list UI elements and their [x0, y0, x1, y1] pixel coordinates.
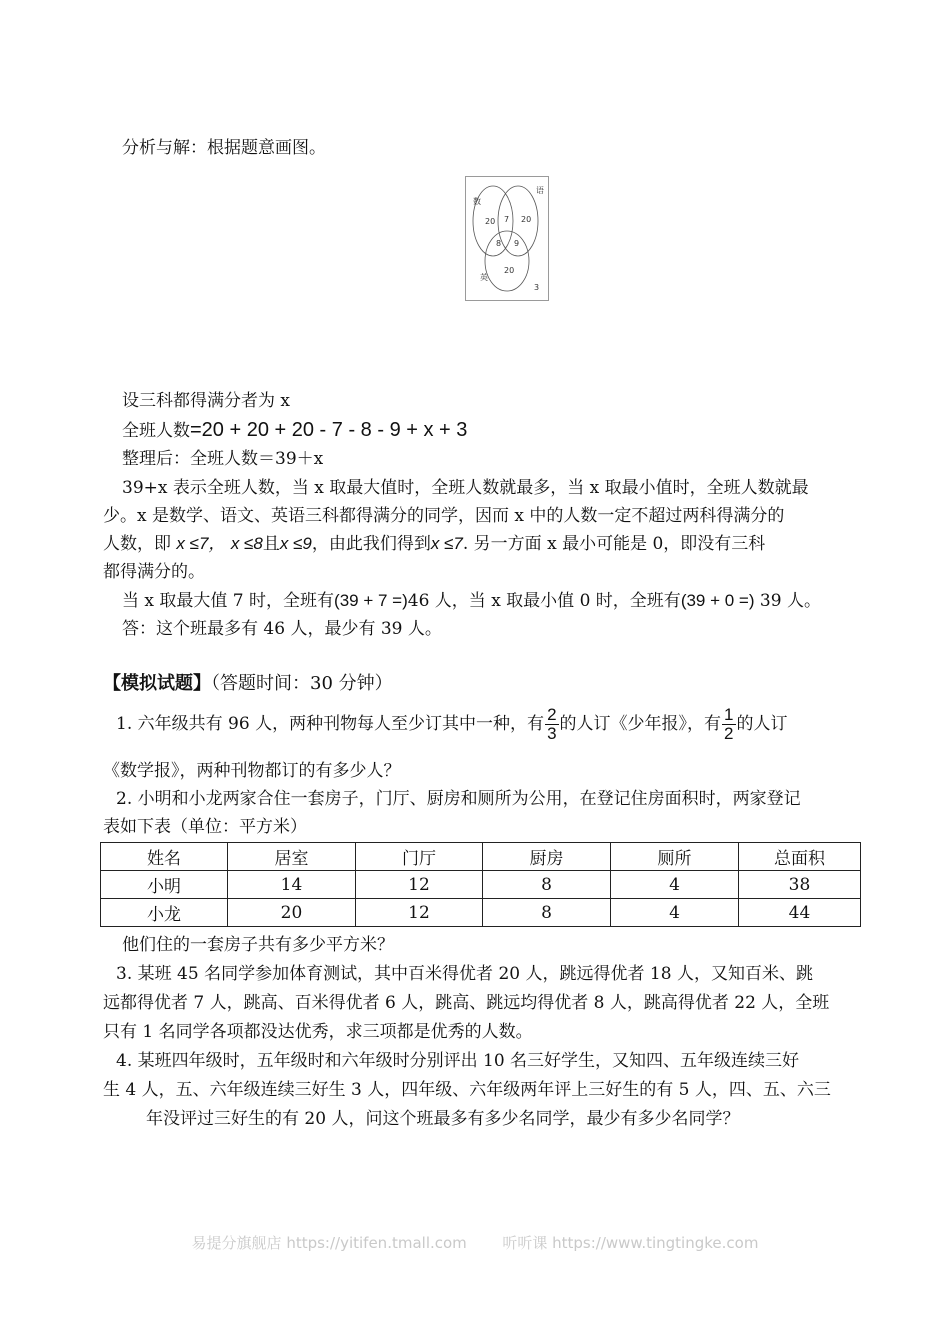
max-text: 当 x 取最大值 7 时，全班有	[122, 591, 335, 611]
question-3-line-1: 3. 某班 45 名同学参加体育测试，其中百米得优者 20 人，跳远得优者 18 人，又知百米、跳	[116, 964, 813, 984]
table-cell: 8	[483, 899, 611, 927]
para-3	[103, 532, 765, 556]
venn-only-math: 20	[485, 217, 496, 226]
question-4-line-2: 生 4 人，五、六年级连续三好生 3 人，四年级、六年级两年评上三好生的有 5 人，四、五、六三	[103, 1080, 831, 1100]
analysis-intro: 分析与解：根据题意画图。	[122, 138, 326, 158]
let-x: 设三科都得满分者为 x	[122, 391, 290, 411]
english-circle	[485, 231, 529, 291]
table-cell: 38	[739, 871, 861, 899]
q1-text-b: 的人订《少年报》，有	[559, 714, 722, 734]
venn-circles	[466, 177, 548, 300]
table-cell: 12	[356, 899, 483, 927]
footer-watermark	[0, 1232, 950, 1253]
venn-label-chinese: 语	[536, 186, 544, 195]
fraction-one-half	[722, 706, 735, 743]
time-note: （答题时间：30 分钟）	[211, 673, 393, 694]
venn-only-chinese: 20	[521, 215, 532, 224]
fraction-2-den: 2	[724, 724, 734, 743]
para-1: 39+x 表示全班人数，当 x 取最大值时，全班人数就最多，当 x 取最小值时，全班人数就最	[122, 478, 809, 498]
exercises-heading-line	[103, 672, 393, 696]
venn-only-english: 20	[504, 266, 515, 275]
table-cell: 4	[611, 871, 739, 899]
table-row	[101, 871, 861, 899]
para-2: 少。x 是数学、语文、英语三科都得满分的同学，因而 x 中的人数一定不超过两科得满分的	[103, 506, 785, 526]
question-3-line-3: 只有 1 名同学各项都没达优秀，求三项都是优秀的人数。	[103, 1022, 533, 1042]
table-cell: 12	[356, 871, 483, 899]
table-header: 厕所	[611, 843, 739, 871]
max-expression: (39 + 7 =)	[334, 591, 408, 610]
fraction-two-thirds	[545, 706, 558, 743]
exercises-heading: 【模拟试题】	[103, 673, 211, 694]
table-header-row	[101, 843, 861, 871]
question-2-line-1: 2. 小明和小龙两家合住一套房子，门厅、厨房和厕所为公用，在登记住房面积时，两家登记	[116, 789, 801, 809]
question-2-line-3: 他们住的一套房子共有多少平方米？	[122, 935, 394, 955]
fraction-1-num: 2	[547, 705, 557, 724]
simplified: 整理后：全班人数＝39＋x	[122, 449, 324, 469]
q1-text-a: 1. 六年级共有 96 人，两种刊物每人至少订其中一种，有	[116, 714, 545, 734]
table-header: 门厅	[356, 843, 483, 871]
venn-diagram	[465, 176, 549, 301]
venn-math-chinese: 7	[504, 215, 510, 224]
inequality-1: x ≤7，	[176, 534, 226, 553]
question-1-line-1	[116, 704, 788, 744]
inequality-4: x ≤7	[430, 534, 463, 553]
venn-math-english: 8	[496, 239, 502, 248]
table-cell: 小明	[101, 871, 228, 899]
question-4-line-3: 年没评过三好生的有 20 人，问这个班最多有多少名同学，最少有多少名同学？	[146, 1109, 740, 1129]
venn-label-english: 英	[480, 273, 488, 282]
footer-shop-1: 易提分旗舰店 https://yitifen.tmall.com	[191, 1234, 467, 1252]
table-cell: 8	[483, 871, 611, 899]
para-3-d: . 另一方面 x 最小可能是 0，即没有三科	[462, 534, 766, 554]
table-row	[101, 899, 861, 927]
total-label: 全班人数	[122, 421, 190, 441]
venn-chinese-english: 9	[514, 239, 520, 248]
inequality-3: x ≤9	[279, 534, 312, 553]
venn-label-math: 数	[473, 197, 481, 206]
venn-none: 3	[534, 283, 540, 292]
table-cell: 小龙	[101, 899, 228, 927]
answer: 答：这个班最多有 46 人，最少有 39 人。	[122, 619, 442, 639]
question-1-line-2: 《数学报》，两种刊物都订的有多少人？	[103, 761, 401, 781]
table-header: 居室	[228, 843, 356, 871]
total-formula-line	[122, 418, 467, 443]
para-3-b: 且	[262, 534, 280, 554]
footer-shop-2: 听听课 https://www.tingtingke.com	[502, 1234, 759, 1252]
table-cell: 20	[228, 899, 356, 927]
fraction-1-den: 3	[547, 724, 557, 743]
area-table	[100, 842, 861, 927]
question-3-line-2: 远都得优者 7 人，跳高、百米得优者 6 人，跳高、跳远均得优者 8 人，跳高得优者 22 人，全班	[103, 993, 830, 1013]
question-2-line-2: 表如下表（单位：平方米）	[103, 817, 307, 837]
table-header: 总面积	[739, 843, 861, 871]
min-expression: (39 + 0 =)	[680, 591, 755, 610]
table-cell: 44	[739, 899, 861, 927]
para-3-c: ，由此我们得到	[311, 534, 431, 554]
fraction-2-num: 1	[724, 705, 734, 724]
min-result: 39 人。	[754, 591, 821, 611]
total-formula: =20 + 20 + 20 - 7 - 8 - 9 + x + 3	[190, 419, 468, 441]
max-min-line	[122, 589, 821, 613]
inequality-2: x ≤8	[230, 534, 263, 553]
para-4: 都得满分的。	[103, 562, 205, 582]
q1-text-c: 的人订	[736, 714, 788, 734]
table-header: 厨房	[483, 843, 611, 871]
min-text: 46 人，当 x 取最小值 0 时，全班有	[407, 591, 681, 611]
table-header: 姓名	[101, 843, 228, 871]
para-3-a: 人数，即	[103, 534, 171, 554]
table-cell: 14	[228, 871, 356, 899]
question-4-line-1: 4. 某班四年级时，五年级时和六年级时分别评出 10 名三好学生，又知四、五年级连续三好	[116, 1051, 800, 1071]
table-cell: 4	[611, 899, 739, 927]
